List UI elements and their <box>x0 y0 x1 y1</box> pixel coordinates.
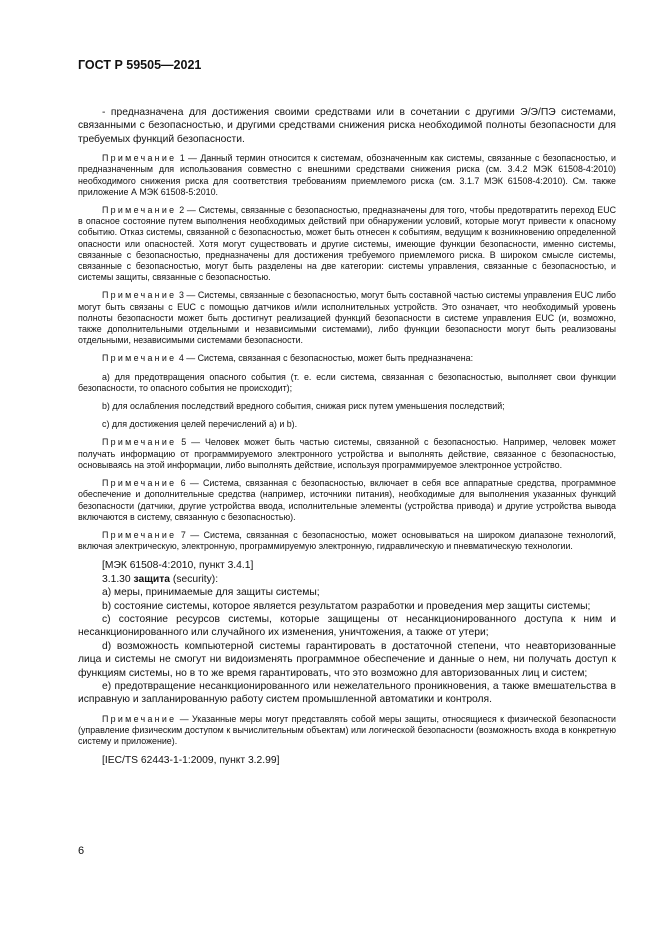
note-4-item-b: b) для ослабления последствий вредного события, снижая риск путем уменьшения последствий; <box>102 401 505 412</box>
note-label: Примечание <box>102 478 177 489</box>
note-6: Примечание 6 — Система, связанная с безопасностью, включает в себя все аппаратные средства, программное обеспечение и дополнительные средства (например, источники питания), необходимые для выполнения указанных функций безопасности (датчики, другие устройства ввода, исполнительные элементы (устройства привода) и другие устройства вывода включаются в систему, связанную с безопасностью). <box>78 478 616 522</box>
page-number: 6 <box>78 845 85 857</box>
note-label: Примечание <box>102 290 177 301</box>
document-page <box>78 58 616 768</box>
term-name: защита <box>133 573 171 585</box>
document-header: ГОСТ Р 59505—2021 <box>78 58 202 72</box>
reference-iec-61508: [МЭК 61508-4:2010, пункт 3.4.1] <box>102 560 254 572</box>
note-label: Примечание <box>102 529 177 540</box>
definition-c: c) состояние ресурсов системы, которые защищены от несанкционированного доступа к ним и несанкционированного или случайного их изменения, уничтожения, а также от утери; <box>78 613 616 639</box>
reference-iec-62443: [IEC/TS 62443-1-1:2009, пункт 3.2.99] <box>102 755 280 767</box>
note-5: Примечание 5 — Человек может быть частью системы, связанной с безопасностью. Например, человек может получать информацию от программируемого электронного устройства и выполнять действие, связанное с безопасностью, основываясь на этой информации, либо выполнять действие, используя программируемое электронное устройство. <box>78 437 616 470</box>
note-label: Примечание <box>102 353 177 364</box>
final-note: Примечание — Указанные меры могут представлять собой меры защиты, относящиеся к физической безопасности (управление физическим доступом к вычислительным объектам) или логической безопасности (возможность входа в конкретную систему и приложение). <box>78 713 616 747</box>
definition-a: a) меры, принимаемые для защиты системы; <box>102 587 320 599</box>
definition-b: b) состояние системы, которое является результатом разработки и проведения мер защиты системы; <box>102 600 591 612</box>
note-3: Примечание 3 — Системы, связанные с безопасностью, могут быть составной частью системы управления EUC либо могут быть связаны с EUC с помощью датчиков и/или исполнительных устройств. Это означает, что необходимый уровень полноты безопасности может быть достигнут реализацией функций безопасности в системе управления EUC (и, возможно, также дополнительными отдельными и независимыми системами), либо функции безопасности могут быть реализованы отдельными, независимыми системами безопасности. <box>78 290 616 346</box>
note-label: Примечание <box>102 713 177 724</box>
note-4-item-c: c) для достижения целей перечислений a) и b). <box>102 419 298 430</box>
intro-paragraph: - предназначена для достижения своими средствами или в сочетании с другими Э/Э/ПЭ системами, связанными с безопасностью, и другими средствами снижения риска необходимой полноты безопасности для требуемых функций безопасности. <box>78 107 616 145</box>
note-label: Примечание <box>102 437 177 448</box>
note-2: Примечание 2 — Системы, связанные с безопасностью, предназначены для того, чтобы предотвратить переход EUC в опасное состояние путем выполнения необходимых действий при обнаружении условий, которые могут привести к опасному событию. Отказ системы, связанной с безопасностью, может быть отнесен к событиям, ведущим к возникновению определенной опасности или опасностей. Хотя могут существовать и другие системы, имеющие функции безопасности, именно системы, связанные с безопасностью, предназначены для достижения требуемого приемлемого риска. В широком смысле системы, связанные с безопасностью, могут быть разделены на две категории: системы управления, связанные с безопасностью, и системы защиты, связанные с безопасностью. <box>78 205 617 283</box>
definition-d: d) возможность компьютерной системы гарантировать в достаточной степени, что неавторизованные лица и системы не смогут ни видоизменять программное обеспечение и данные о нем, ни получать доступ к функциям системы, но в то же время гарантировать, что это возможно для авторизованных лиц и систем; <box>78 640 616 679</box>
note-label: Примечание <box>102 153 177 164</box>
term-heading: 3.1.30 защита (security): <box>102 573 219 585</box>
definition-e: e) предотвращение несанкционированного или нежелательного проникновения, а также вмешательства в исправную и запланированную работу систем промышленной автоматики и контроля. <box>78 680 616 706</box>
note-4-item-a: a) для предотвращения опасного события (т. е. если система, связанная с безопасностью, выполняет свои функции безопасности, то опасного события не происходит); <box>78 371 616 393</box>
note-1: Примечание 1 — Данный термин относится к системам, обозначенным как системы, связанные с безопасностью, и предназначенным для использования совместно с внешними средствами снижения риска (см. 3.4.2 МЭК 61508-4:2010) необходимого снижения риска для соответствия требованиям приемлемого риска (см. 3.1.7 МЭК 61508-4:2010). См. также приложение А МЭК 61508-5:2010. <box>78 153 616 197</box>
note-label: Примечание <box>102 205 177 216</box>
note-7: Примечание 7 — Система, связанная с безопасностью, может основываться на широком диапазоне технологий, включая электрическую, электронную, программируемую электронную, гидравлическую и пневматическую технологии. <box>78 529 616 552</box>
note-4: Примечание 4 — Система, связанная с безопасностью, может быть предназначена: <box>102 353 474 364</box>
